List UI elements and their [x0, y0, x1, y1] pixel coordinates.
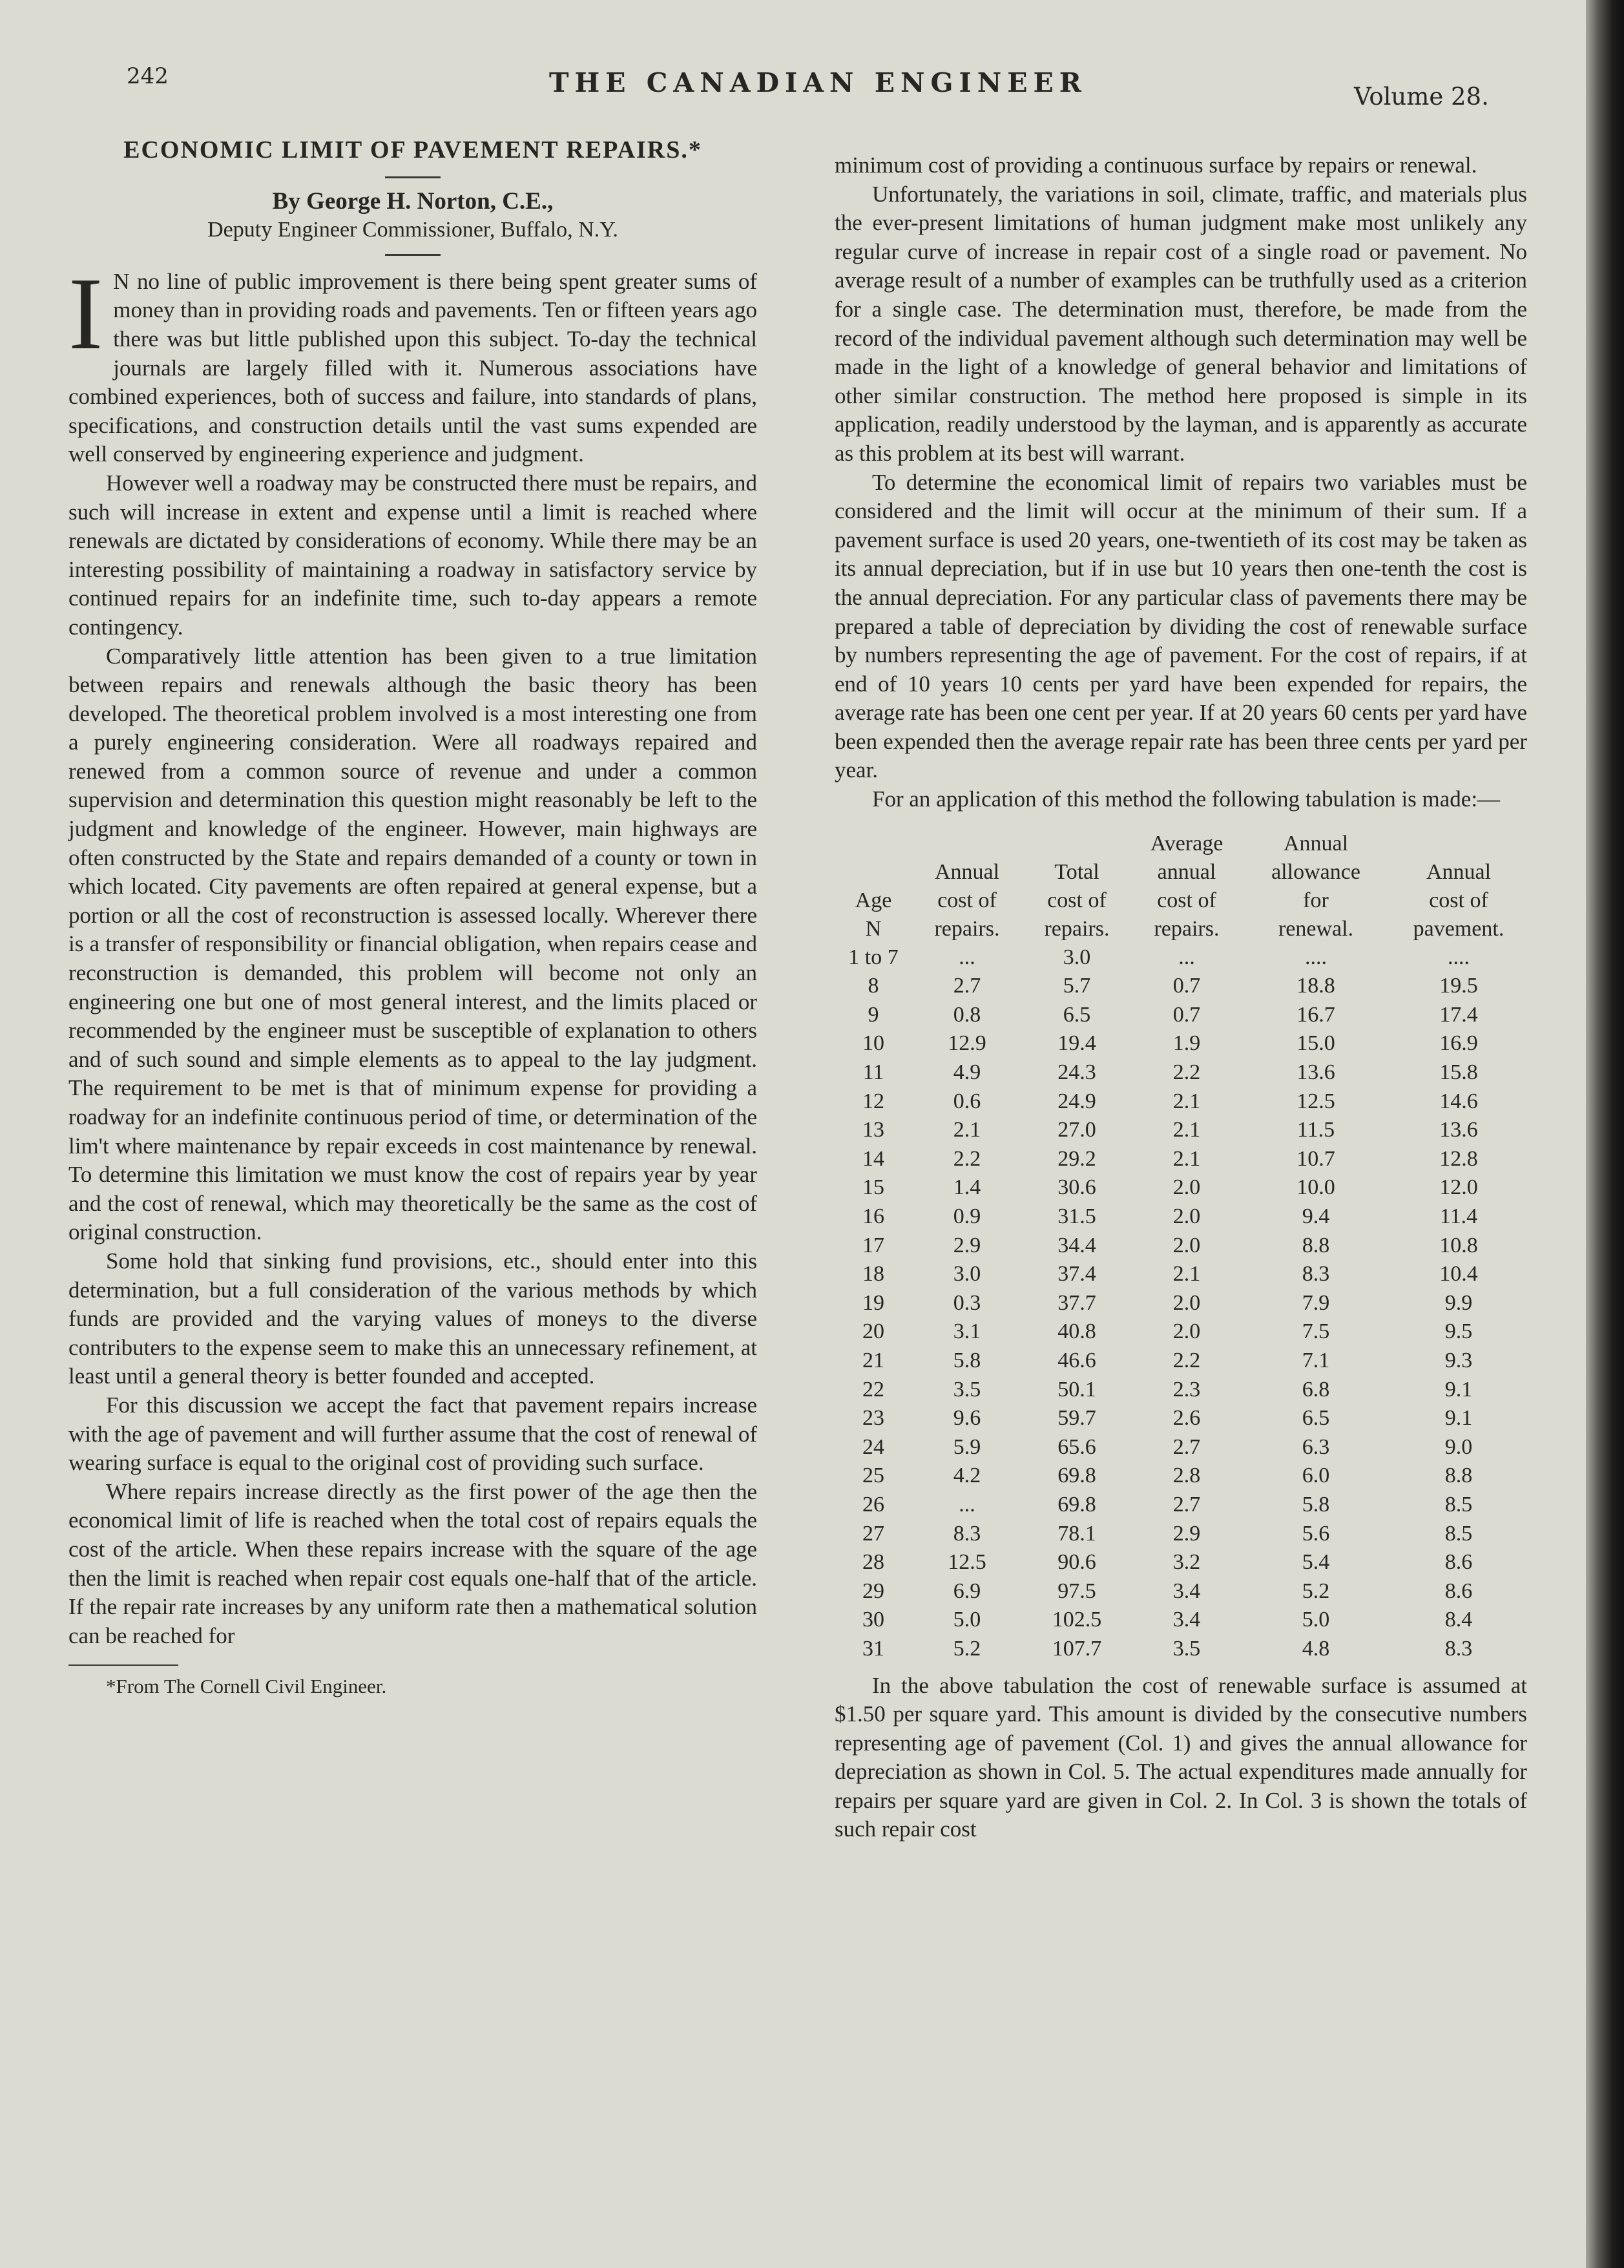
table-header-row [835, 830, 1527, 858]
table-header-cell [835, 858, 912, 887]
paragraph: For an application of this method the following tabulation is made:— [872, 786, 1501, 812]
table-cell: 6.3 [1302, 1434, 1330, 1459]
table-header-cell: Average [1150, 831, 1223, 856]
table-header-cell: for [1303, 888, 1329, 912]
table-row [835, 1462, 1527, 1491]
table-cell: 37.7 [1057, 1290, 1096, 1315]
table-cell: 8.3 [953, 1521, 981, 1546]
table-cell: 29 [862, 1579, 884, 1603]
table-cell: 0.6 [953, 1089, 981, 1113]
table-row [835, 1001, 1527, 1030]
table-cell: 65.6 [1057, 1434, 1096, 1459]
book-spine-shadow [1586, 0, 1624, 2268]
table-row [835, 1577, 1527, 1606]
left-column [68, 136, 757, 1701]
table-cell: 0.7 [1172, 974, 1201, 998]
table-cell: 7.1 [1302, 1348, 1330, 1372]
table-cell: 24.3 [1057, 1060, 1096, 1085]
table-row [835, 1029, 1527, 1058]
table-header-cell: pavement. [1413, 916, 1504, 941]
table-row [835, 1606, 1527, 1635]
table-cell: 2.0 [1172, 1290, 1201, 1315]
table-header-cell: cost of [1157, 888, 1216, 912]
table-cell: 9.0 [1444, 1434, 1473, 1459]
table-row [835, 1376, 1527, 1405]
table-cell: 12.5 [948, 1550, 986, 1575]
table-cell: 6.0 [1302, 1464, 1330, 1488]
table-cell: 21 [862, 1348, 884, 1372]
table-cell: 2.7 [953, 974, 981, 998]
table-cell: 2.0 [1172, 1175, 1201, 1200]
paragraph: Where repairs increase directly as the first power of the age then the economical limit of life is reached when the total cost of repairs equals the cost of the article. When these repairs increase with the square of the age then the limit is reached when repair cost equals one-half that of the article. If the repair rate increases by any uniform rate then a mathematical solution can be reached for [68, 1478, 757, 1648]
paragraph: However well a roadway may be constructed there must be repairs, and such will increase in extent and expense until a limit is reached where renewals are dictated by considerations of economy. While there may be an interesting possibility of maintaining a roadway in satisfactory service by continued repairs for an indefinite time, such to-day appears a remote contingency. [68, 470, 757, 640]
table-cell: 9 [868, 1002, 879, 1027]
table-header-cell [1022, 830, 1132, 858]
table-cell: 13 [862, 1118, 884, 1142]
table-cell: 2.7 [1172, 1434, 1201, 1459]
table-cell: 37.4 [1057, 1262, 1096, 1286]
table-cell: 13.6 [1439, 1118, 1478, 1142]
table-cell: 9.6 [953, 1406, 981, 1431]
table-cell: 102.5 [1052, 1608, 1102, 1632]
table-cell: 12.5 [1296, 1089, 1335, 1113]
table-cell: 2.0 [1172, 1319, 1201, 1344]
table-cell: 7.5 [1302, 1319, 1330, 1344]
paragraph: Unfortunately, the variations in soil, climate, traffic, and materials plus the ever-present limitations of human judgment make most unlikely any regular curve of increase in repair cost of a single road or pavement. No average result of a number of examples can be truthfully used as a criterion for a single case. The determination must, therefore, be made from the record of the individual pavement although such determination may well be made in the light of a knowledge of general behavior and limitations of other similar construction. The method here proposed is simple in its application, readily understood by the layman, and is apparently as accurate as this problem at its best will warrant. [835, 181, 1527, 466]
table-cell: ... [959, 945, 975, 969]
table-cell: 78.1 [1057, 1521, 1096, 1546]
table-cell: 29.2 [1057, 1146, 1096, 1171]
table-cell: 14 [862, 1146, 884, 1171]
table-header-cell: cost of [1429, 888, 1488, 912]
table-cell: 15.8 [1439, 1060, 1478, 1085]
table-header-cell: repairs. [1044, 916, 1110, 941]
table-header-row [835, 858, 1527, 887]
table-cell: 11 [862, 1060, 884, 1085]
byline: By George H. Norton, C.E., [272, 187, 554, 215]
page-header [0, 63, 1586, 115]
table-cell: 8.3 [1444, 1636, 1473, 1661]
table-cell: 30.6 [1057, 1175, 1096, 1200]
table-row [835, 1404, 1527, 1433]
table-cell: 10 [862, 1031, 884, 1056]
table-cell: .... [1305, 945, 1327, 969]
table-row [835, 1347, 1527, 1376]
table-cell: 40.8 [1057, 1319, 1096, 1344]
table-header-cell: N [865, 916, 882, 941]
footnote-rule [68, 1664, 178, 1666]
table-cell: ... [1178, 945, 1195, 969]
table-cell: 16 [862, 1204, 884, 1228]
table-cell: 2.8 [1172, 1464, 1201, 1488]
table-cell: 15 [862, 1175, 884, 1200]
repair-cost-table [835, 830, 1527, 1664]
table-cell: .... [1448, 945, 1470, 969]
table-header-cell: Total [1054, 859, 1099, 884]
table-row [835, 1260, 1527, 1289]
table-cell: 8 [868, 974, 879, 998]
table-cell: 9.5 [1444, 1319, 1473, 1344]
table-row [835, 1173, 1527, 1202]
table-cell: 19 [862, 1290, 884, 1315]
author-affiliation: Deputy Engineer Commissioner, Buffalo, N.Y. [207, 218, 618, 242]
table-cell: 2.2 [953, 1146, 981, 1171]
table-cell: 5.6 [1302, 1521, 1330, 1546]
table-cell: 11.4 [1439, 1204, 1478, 1228]
footnote: *From The Cornell Civil Engineer. [106, 1675, 387, 1698]
table-cell: 8.5 [1444, 1492, 1473, 1517]
table-cell: 6.5 [1063, 1002, 1091, 1027]
table-cell: 59.7 [1057, 1406, 1096, 1431]
table-header-row [835, 887, 1527, 915]
table-cell: 2.7 [1172, 1492, 1201, 1517]
table-cell: 30 [862, 1608, 884, 1632]
table-cell: 4.9 [953, 1060, 981, 1085]
table-cell: 9.1 [1444, 1406, 1473, 1431]
running-head: THE CANADIAN ENGINEER [549, 67, 1087, 98]
table-cell: 13.6 [1296, 1060, 1335, 1085]
table-cell: 107.7 [1052, 1636, 1102, 1661]
table-row [835, 1087, 1527, 1117]
table-header-cell: cost of [937, 888, 997, 912]
table-cell: 10.8 [1439, 1233, 1478, 1257]
table-row [835, 943, 1527, 972]
table-cell: 9.9 [1444, 1290, 1473, 1315]
table-cell: 3.0 [1063, 945, 1091, 969]
table-cell: 2.2 [1172, 1060, 1201, 1085]
table-cell: 3.5 [953, 1377, 981, 1402]
table-cell: 19.5 [1439, 974, 1478, 998]
table-cell: 3.0 [953, 1262, 981, 1286]
table-cell: 12 [862, 1089, 884, 1113]
table-cell: 0.9 [953, 1204, 981, 1228]
table-header-cell: annual [1157, 859, 1216, 884]
table-header-cell: repairs. [1154, 916, 1220, 941]
opening-paragraph-block [68, 255, 757, 469]
table-cell: 12.9 [948, 1031, 986, 1056]
table-cell: 90.6 [1057, 1550, 1096, 1575]
table-cell: 2.9 [953, 1233, 981, 1257]
table-header-cell: renewal. [1278, 916, 1354, 941]
table-cell: 2.3 [1172, 1377, 1201, 1402]
table-cell: 97.5 [1057, 1579, 1096, 1603]
table-cell: 11.5 [1296, 1118, 1335, 1142]
table-header-cell [835, 830, 912, 858]
paragraph: Comparatively little attention has been given to a true limitation between repairs and renewals although the basic theory has been developed. The theoretical problem involved is a most interesting one from a purely engineering consideration. Were all roadways repaired and renewed from a common source of revenue and under a common supervision and determination this question might reasonably be left to the judgment and knowledge of the engineer. However, main highways are often constructed by the State and repairs demanded of a county or town in which located. City pavements are often repaired at general expense, but a portion or all the cost of reconstruction is assessed locally. Wherever there is a transfer of responsibility or financial obligation, when repairs cease and reconstruction is demanded, this problem will become not only an engineering one but one of most general interest, and the limits placed or recommended by the engineer must be susceptible of explanation to others and of such sound and simple elements as to appeal to the lay judgment. The requirement to be met is that of minimum expense for providing a roadway for an indefinite continuous period of time, or determination of the lim't where maintenance by repair exceeds in cost maintenance by renewal. To determine this limitation we must know the cost of repairs year by year and the cost of renewal, which may theoretically be the same as the cost of original construction. [68, 643, 757, 1245]
table-header-cell [1390, 830, 1527, 858]
table-cell: 8.6 [1444, 1579, 1473, 1603]
table-cell: 3.1 [953, 1319, 981, 1344]
table-cell: 27 [862, 1521, 884, 1546]
table-cell: 17.4 [1439, 1002, 1478, 1027]
table-cell: 4.8 [1302, 1636, 1330, 1661]
table-cell: 2.0 [1172, 1204, 1201, 1228]
table-cell: 22 [862, 1377, 884, 1402]
table-cell: 4.2 [953, 1464, 981, 1488]
table-cell: 31 [862, 1636, 884, 1661]
table-cell: 9.3 [1444, 1348, 1473, 1372]
paragraph: minimum cost of providing a continuous surface by repairs or renewal. [835, 152, 1477, 178]
table-cell: 3.4 [1172, 1608, 1201, 1632]
table-cell: 3.2 [1172, 1550, 1201, 1575]
drop-cap: I [68, 255, 103, 371]
table-cell: 8.4 [1444, 1608, 1473, 1632]
table-cell: ... [959, 1492, 975, 1517]
table-cell: 14.6 [1439, 1089, 1478, 1113]
byline-rule [385, 254, 441, 256]
table-cell: 6.8 [1302, 1377, 1330, 1402]
table-cell: 46.6 [1057, 1348, 1096, 1372]
table-header-cell: allowance [1271, 859, 1360, 884]
table-cell: 69.8 [1057, 1464, 1096, 1488]
table-cell: 10.0 [1296, 1175, 1335, 1200]
paragraph: For this discussion we accept the fact that pavement repairs increase with the age of pavement and will further assume that the cost of renewal of wearing surface is equal to the original cost of providing such surface. [68, 1392, 757, 1476]
table-cell: 9.1 [1444, 1377, 1473, 1402]
table-cell: 8.8 [1302, 1233, 1330, 1257]
table-row [835, 1318, 1527, 1347]
table-cell: 31.5 [1057, 1204, 1096, 1228]
table-cell: 2.1 [1172, 1262, 1201, 1286]
table-cell: 2.1 [1172, 1089, 1201, 1113]
paragraph: N no line of public improvement is there being spent greater sums of money than in providing roads and pavements. Ten or fifteen years ago there was but little published upon this subject. To-day the technical journals are largely filled with it. Numerous associations have combined experiences, both of success and failure, into standards of plans, specifications, and construction details until the vast sums expended are well conserved by engineering experience and judgment. [68, 268, 757, 467]
table-row [835, 1202, 1527, 1232]
table-cell: 24.9 [1057, 1089, 1096, 1113]
table-row [835, 1433, 1527, 1462]
table-cell: 1.4 [953, 1175, 981, 1200]
table-cell: 18.8 [1296, 974, 1335, 998]
table-row [835, 1635, 1527, 1664]
table-row [835, 1145, 1527, 1174]
table-row [835, 1548, 1527, 1577]
table-row [835, 1289, 1527, 1318]
table-cell: 6.9 [953, 1579, 981, 1603]
table-cell: 0.7 [1172, 1002, 1201, 1027]
table-cell: 2.1 [953, 1118, 981, 1142]
table-header-cell: Age [855, 888, 892, 912]
table-header-cell: repairs. [934, 916, 1000, 941]
table-header-cell: Annual [934, 859, 1000, 884]
paragraph: In the above tabulation the cost of renewable surface is assumed at $1.50 per square yard. This amount is divided by the consecutive numbers representing age of pavement (Col. 1) and gives the annual allowance for depreciation as shown in Col. 5. The actual expenditures made annually for repairs per square yard are given in Col. 2. In Col. 3 is shown the totals of such repair cost [835, 1672, 1527, 1842]
table-cell: 2.9 [1172, 1521, 1201, 1546]
table-cell: 69.8 [1057, 1492, 1096, 1517]
table-cell: 8.3 [1302, 1262, 1330, 1286]
article-title: ECONOMIC LIMIT OF PAVEMENT REPAIRS.* [123, 136, 702, 163]
table-cell: 28 [862, 1550, 884, 1575]
table-cell: 6.5 [1302, 1406, 1330, 1431]
table-cell: 20 [862, 1319, 884, 1344]
table-cell: 27.0 [1057, 1118, 1096, 1142]
table-cell: 3.5 [1172, 1636, 1201, 1661]
table-cell: 8.8 [1444, 1464, 1473, 1488]
table-row [835, 1232, 1527, 1261]
table-cell: 16.7 [1296, 1002, 1335, 1027]
table-cell: 2.1 [1172, 1146, 1201, 1171]
table-cell: 15.0 [1296, 1031, 1335, 1056]
table-cell: 5.7 [1063, 974, 1091, 998]
table-cell: 2.6 [1172, 1406, 1201, 1431]
table-cell: 0.3 [953, 1290, 981, 1315]
table-header-cell: Annual [1426, 859, 1492, 884]
table-header-cell [912, 830, 1022, 858]
table-cell: 10.4 [1439, 1262, 1478, 1286]
table-cell: 23 [862, 1406, 884, 1431]
table-row [835, 1491, 1527, 1520]
table-cell: 16.9 [1439, 1031, 1478, 1056]
table-cell: 12.8 [1439, 1146, 1478, 1171]
table-cell: 25 [862, 1464, 884, 1488]
table-cell: 17 [862, 1233, 884, 1257]
table-header-cell: Annual [1283, 831, 1349, 856]
table-cell: 34.4 [1057, 1233, 1096, 1257]
table-cell: 8.5 [1444, 1521, 1473, 1546]
table-cell: 5.8 [953, 1348, 981, 1372]
table-cell: 2.2 [1172, 1348, 1201, 1372]
table-cell: 2.1 [1172, 1118, 1201, 1142]
table-row [835, 1520, 1527, 1549]
paragraph: To determine the economical limit of repairs two variables must be considered and the limit will occur at the minimum of their sum. If a pavement surface is used 20 years, one-twentieth of its cost may be taken as its annual depreciation, but if in use but 10 years then one-tenth the cost is the annual depreciation. For any particular class of pavements there may be prepared a table of depreciation by dividing the cost of renewable surface by numbers representing the age of pavement. For the cost of repairs, if at end of 10 years 10 cents per yard have been expended for repairs, the average rate has been one cent per year. If at 20 years 60 cents per yard have been expended then the average repair rate has been three cents per yard per year. [835, 469, 1527, 783]
table-cell: 5.8 [1302, 1492, 1330, 1517]
table-cell: 9.4 [1302, 1204, 1330, 1228]
table-cell: 5.2 [953, 1636, 981, 1661]
table-cell: 50.1 [1057, 1377, 1096, 1402]
table-row [835, 972, 1527, 1001]
table-cell: 0.8 [953, 1002, 981, 1027]
table-cell: 5.2 [1302, 1579, 1330, 1603]
table-cell: 26 [862, 1492, 884, 1517]
table-cell: 3.4 [1172, 1579, 1201, 1603]
table-cell: 19.4 [1057, 1031, 1096, 1056]
table-cell: 1 to 7 [848, 945, 899, 969]
table-cell: 10.7 [1296, 1146, 1335, 1171]
table-cell: 1.9 [1172, 1031, 1201, 1056]
table-row [835, 1058, 1527, 1087]
title-rule [385, 176, 441, 178]
table-cell: 18 [862, 1262, 884, 1286]
table-cell: 5.0 [1302, 1608, 1330, 1632]
right-column [835, 151, 1527, 1844]
table-cell: 7.9 [1302, 1290, 1330, 1315]
table-cell: 12.0 [1439, 1175, 1478, 1200]
table-cell: 8.6 [1444, 1550, 1473, 1575]
table-cell: 2.0 [1172, 1233, 1201, 1257]
table-header-cell: cost of [1047, 888, 1107, 912]
table-cell: 5.0 [953, 1608, 981, 1632]
table-header-row [835, 915, 1527, 943]
table-cell: 5.9 [953, 1434, 981, 1459]
table-cell: 5.4 [1302, 1550, 1330, 1575]
table-row [835, 1116, 1527, 1145]
volume-label: Volume 28. [1354, 83, 1489, 110]
table-cell: 24 [862, 1434, 884, 1459]
page-number: 242 [127, 63, 169, 89]
paragraph: Some hold that sinking fund provisions, etc., should enter into this determination, but a full consideration of the various methods by which funds are provided and the varying values of moneys to the diverse contributers to the expense seem to make this an unnecessary refinement, at least until a general theory is better founded and accepted. [68, 1248, 757, 1389]
